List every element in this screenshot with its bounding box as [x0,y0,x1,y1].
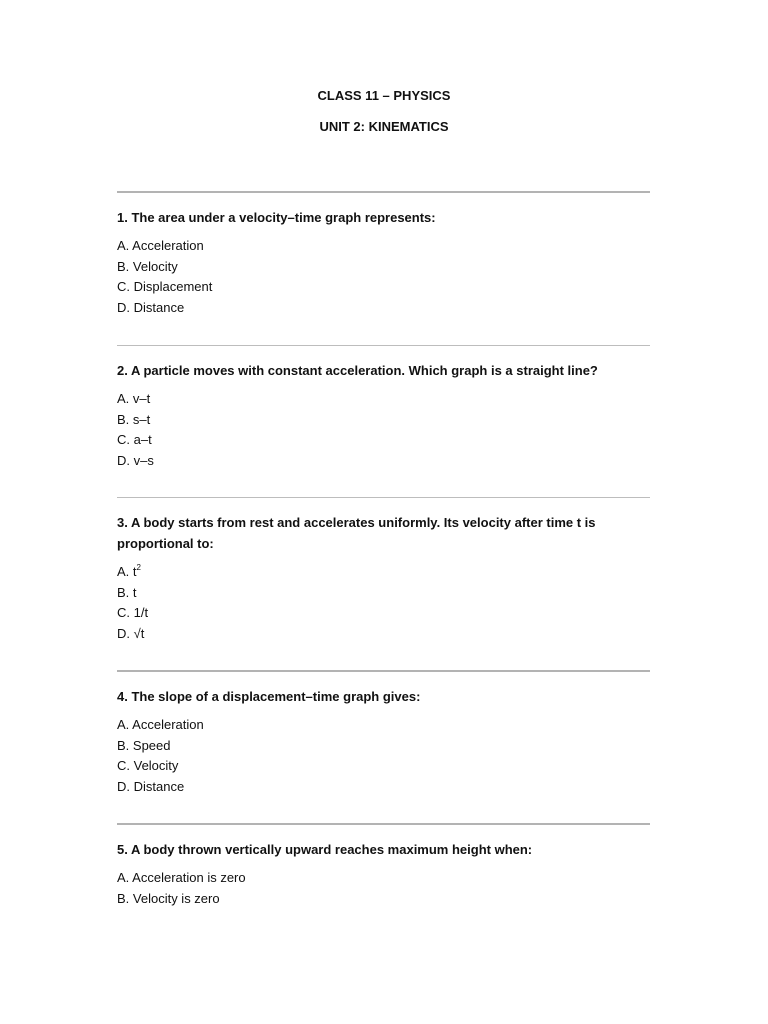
question-text: 1. The area under a velocity–time graph represents: [117,210,436,225]
option-d: D. Distance [117,779,185,795]
option-d: D. √t [117,626,145,642]
option-a: A. Acceleration is zero [117,870,246,885]
question-text: 2. A particle moves with constant acceleration. Which graph is a straight line? [117,363,598,378]
divider [117,191,650,193]
option-c: C. Velocity [117,758,179,774]
divider [117,670,650,672]
option-d: D. Distance [117,300,185,316]
question-4 [117,686,637,798]
option-a: A. Acceleration [117,238,204,253]
question-text: 4. The slope of a displacement–time graph gives: [117,689,421,704]
option-c: C. a–t [117,432,152,448]
question-3 [117,512,637,645]
option-a: A. v–t [117,391,151,406]
option-c: C. Displacement [117,279,213,295]
question-2 [117,360,637,472]
option-a-label: A. t [117,564,137,579]
divider [117,345,650,346]
divider [117,823,650,825]
option-a: A. Acceleration [117,717,204,732]
divider [117,497,650,498]
option-b: B. t [117,584,137,600]
option-d: D. v–s [117,453,154,469]
option-b: B. Velocity is zero [117,890,220,906]
unit-title: UNIT 2: KINEMATICS [319,119,449,134]
option-c: C. 1/t [117,605,149,621]
option-b: B. Velocity [117,258,178,274]
question-text: 3. A body starts from rest and accelerates uniformly. Its velocity after time t is proportional to: [117,515,596,551]
question-text: 5. A body thrown vertically upward reaches maximum height when: [117,842,533,857]
option-a [117,562,637,583]
superscript-exponent: 2 [136,563,141,572]
question-1 [117,207,637,319]
option-b: B. s–t [117,411,151,427]
question-5 [117,839,637,909]
option-b: B. Speed [117,737,171,753]
class-title: CLASS 11 – PHYSICS [317,88,451,103]
